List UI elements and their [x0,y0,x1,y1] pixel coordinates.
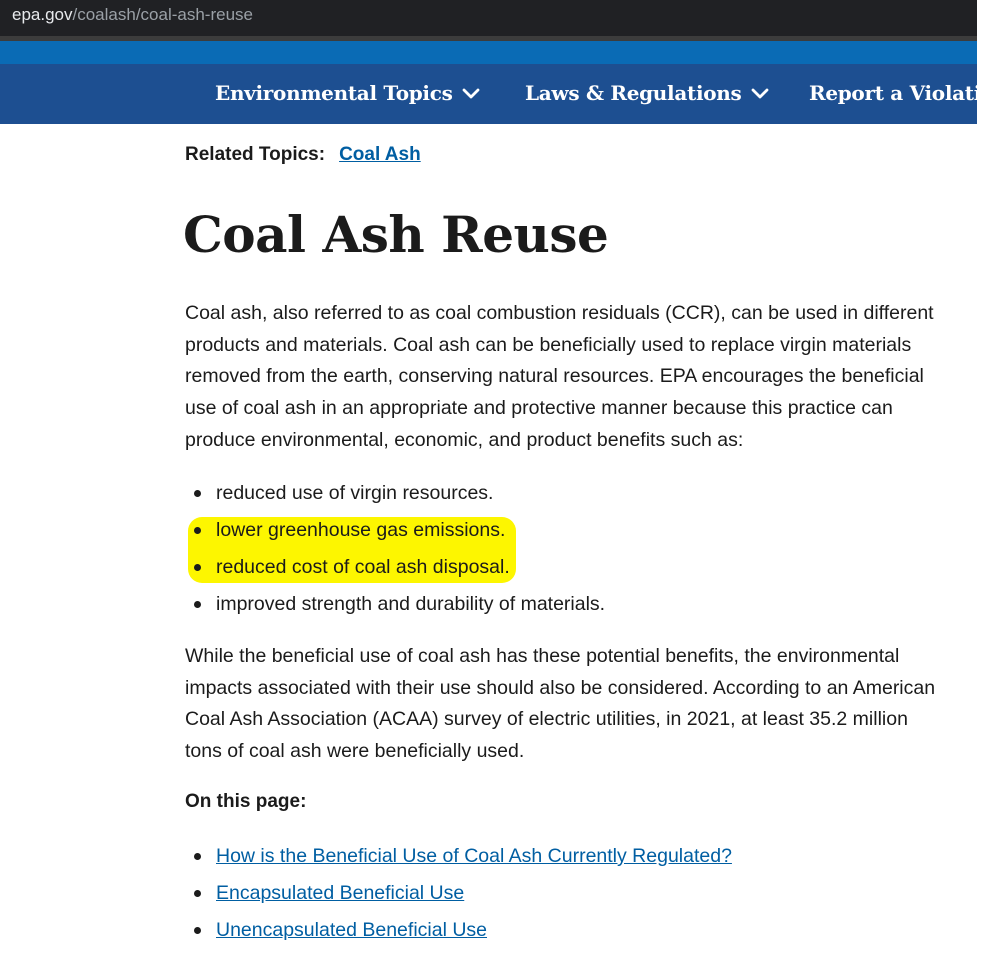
on-page-link-encapsulated[interactable]: Encapsulated Beneficial Use [216,882,465,904]
top-stripe [0,41,977,64]
nav-item-environmental-topics[interactable] [215,64,481,124]
url-domain: epa.gov [12,5,73,24]
benefit-text: improved strength and durability of materials. [216,593,606,615]
on-page-link-unencapsulated[interactable]: Unencapsulated Beneficial Use [216,919,488,941]
chevron-down-icon [461,83,481,103]
nav-item-label: Environmental Topics [215,81,453,105]
bullet-icon [194,601,201,608]
bullet-icon [194,527,201,534]
list-item [185,875,732,912]
bullet-icon [194,564,201,571]
list-item [185,475,605,512]
url-path: /coalash/coal-ash-reuse [72,5,253,24]
usage-paragraph: While the beneficial use of coal ash has these potential benefits, the environmental impacts associated with their use should also be considered. According to an American Coal Ash Association (ACAA) survey of electric utilities, in 2021, at least 35.2 million tons of coal ash were beneficially used. [185,645,936,763]
on-page-link-regulated[interactable]: How is the Beneficial Use of Coal Ash Currently Regulated? [216,845,732,867]
bullet-icon [194,853,201,860]
main-nav [0,64,1008,124]
related-topics-label: Related Topics: [185,144,326,165]
nav-item-label: Report a Violation [809,81,1008,105]
on-this-page-heading: On this page: [185,791,307,812]
list-item [185,912,732,949]
list-item [185,838,732,875]
list-item [185,512,605,549]
address-bar[interactable] [0,0,977,36]
list-item [185,586,605,623]
nav-item-laws-regulations[interactable] [525,64,770,124]
intro-paragraph: Coal ash, also referred to as coal combustion residuals (CCR), can be used in different products and materials. Coal ash can be beneficially used to replace virgin materials removed from the earth, conserving natural resources. EPA encourages the beneficial use of coal ash in an appropriate and protective manner because this practice can produce environmental, economic, and product benefits such as: [185,302,934,451]
benefit-text: reduced cost of coal ash disposal. [216,556,510,578]
related-topics [185,144,421,166]
page-title: Coal Ash Reuse [183,205,609,264]
on-this-page-list [185,838,732,949]
list-item [185,549,605,586]
nav-item-label: Laws & Regulations [525,81,742,105]
benefits-list [185,475,605,623]
nav-item-report-violation[interactable] [809,64,1008,124]
bullet-icon [194,890,201,897]
benefit-text: reduced use of virgin resources. [216,482,494,504]
bullet-icon [194,927,201,934]
bullet-icon [194,490,201,497]
benefit-text: lower greenhouse gas emissions. [216,519,506,541]
chevron-down-icon [750,83,770,103]
related-topic-link-coal-ash[interactable]: Coal Ash [339,144,421,165]
